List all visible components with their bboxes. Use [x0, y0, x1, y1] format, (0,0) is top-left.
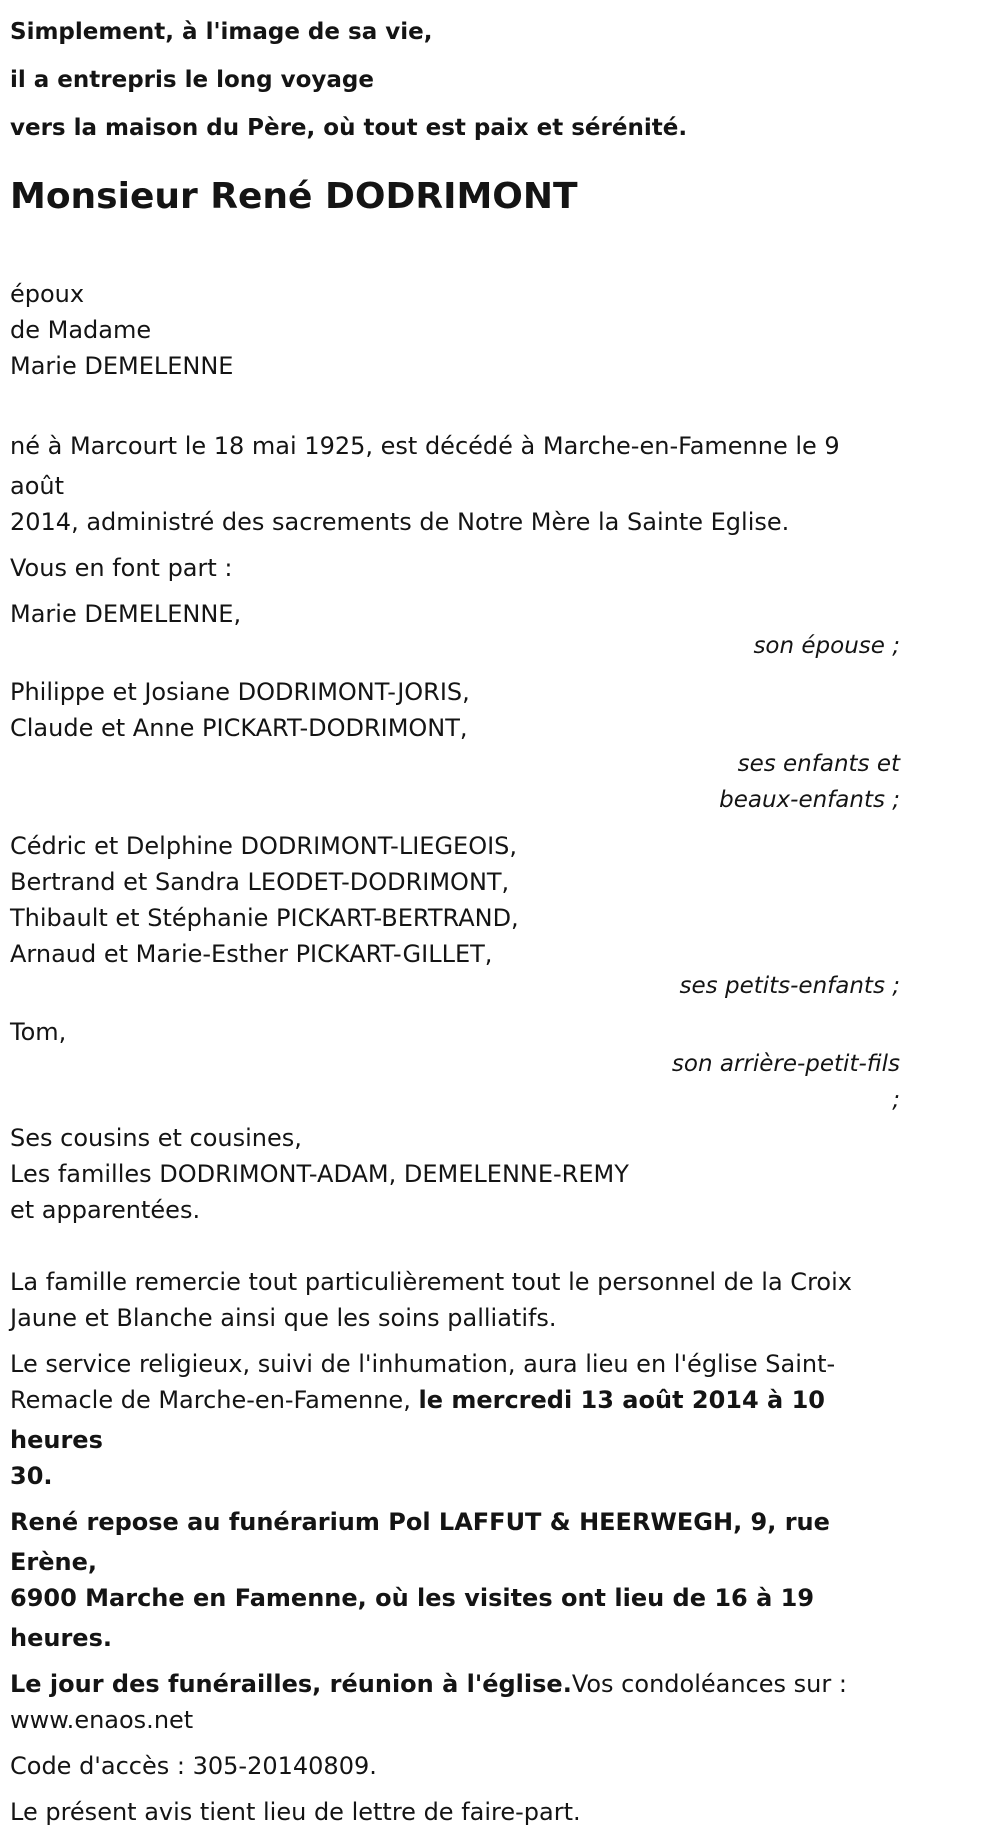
intro-line: il a entrepris le long voyage: [10, 67, 374, 93]
family-role: son arrière-petit-fils: [671, 1051, 900, 1077]
thanks-paragraph: [10, 1262, 900, 1338]
condolences-text: Vos condoléances sur :: [571, 1670, 847, 1698]
family-name: Cédric et Delphine DODRIMONT-LIEGEOIS,: [10, 832, 518, 860]
birth-death-line: 2014, administré des sacrements de Notre Mère la Sainte Eglise.: [10, 508, 790, 536]
service-line: [10, 1456, 900, 1496]
deceased-name: Monsieur René DODRIMONT: [10, 176, 578, 217]
spouse-line: de Madame: [10, 316, 152, 344]
birth-death-info: [10, 426, 900, 542]
funeral-home-line: René repose au funérarium Pol LAFFUT & HEERWEGH, 9, rue Erène,: [10, 1508, 830, 1576]
meeting-line: [10, 1664, 900, 1704]
closing-text: Le présent avis tient lieu de lettre de faire-part.: [10, 1798, 581, 1826]
family-role: son épouse ;: [753, 633, 900, 659]
service-paragraph: [10, 1344, 900, 1496]
funeral-home-line: 6900 Marche en Famenne, où les visites ont lieu de 16 à 19 heures.: [10, 1584, 815, 1652]
thanks-line: Jaune et Blanche ainsi que les soins palliatifs.: [10, 1304, 557, 1332]
family-name: et apparentées.: [10, 1196, 201, 1224]
family-children: [10, 672, 900, 820]
family-name: Arnaud et Marie-Esther PICKART-GILLET,: [10, 940, 493, 968]
service-place: Remacle de Marche-en-Famenne,: [10, 1386, 419, 1414]
family-role: ses petits-enfants ;: [679, 973, 900, 999]
intro-line: vers la maison du Père, où tout est paix et sérénité.: [10, 115, 688, 141]
family-grandchildren: [10, 826, 900, 1006]
service-line: Le service religieux, suivi de l'inhumation, aura lieu en l'église Saint-: [10, 1350, 836, 1378]
funeral-home-paragraph: [10, 1502, 900, 1658]
family-great-grandchild: [10, 1012, 900, 1120]
obituary-notice: [10, 8, 900, 1832]
birth-death-line: né à Marcourt le 18 mai 1925, est décédé à Marche-en-Famenne le 9 août: [10, 432, 840, 500]
access-code: Code d'accès : 305-20140809.: [10, 1752, 377, 1780]
meeting-note: Le jour des funérailles, réunion à l'église.: [10, 1670, 572, 1698]
spouse-info: [10, 274, 900, 386]
family-role: ses enfants et: [737, 751, 900, 777]
service-date: le mercredi 13 août 2014 à 10 heures: [10, 1386, 826, 1454]
family-name: Philippe et Josiane DODRIMONT-JORIS,: [10, 678, 470, 706]
spouse-line: Marie DEMELENNE: [10, 352, 234, 380]
family-name: Thibault et Stéphanie PICKART-BERTRAND,: [10, 904, 519, 932]
family-name: Marie DEMELENNE,: [10, 600, 242, 628]
service-time: 30.: [10, 1462, 53, 1490]
intro-line: Simplement, à l'image de sa vie,: [10, 19, 433, 45]
website-link[interactable]: www.enaos.net: [10, 1706, 194, 1734]
family-name: Les familles DODRIMONT-ADAM, DEMELENNE-REMY: [10, 1160, 629, 1188]
meeting-paragraph: [10, 1664, 900, 1740]
announce-text: Vous en font part :: [10, 554, 233, 582]
thanks-line: La famille remercie tout particulièrement tout le personnel de la Croix: [10, 1268, 852, 1296]
family-name: Bertrand et Sandra LEODET-DODRIMONT,: [10, 868, 510, 896]
service-line: [10, 1380, 900, 1460]
intro-verse: [10, 8, 900, 152]
family-name: Tom,: [10, 1018, 67, 1046]
family-role: ;: [892, 1087, 900, 1113]
family-name: Ses cousins et cousines,: [10, 1124, 302, 1152]
family-name: Claude et Anne PICKART-DODRIMONT,: [10, 714, 468, 742]
family-role: beaux-enfants ;: [719, 787, 900, 813]
family-others: [10, 1118, 900, 1230]
spouse-line: époux: [10, 280, 85, 308]
family-wife: [10, 594, 900, 666]
